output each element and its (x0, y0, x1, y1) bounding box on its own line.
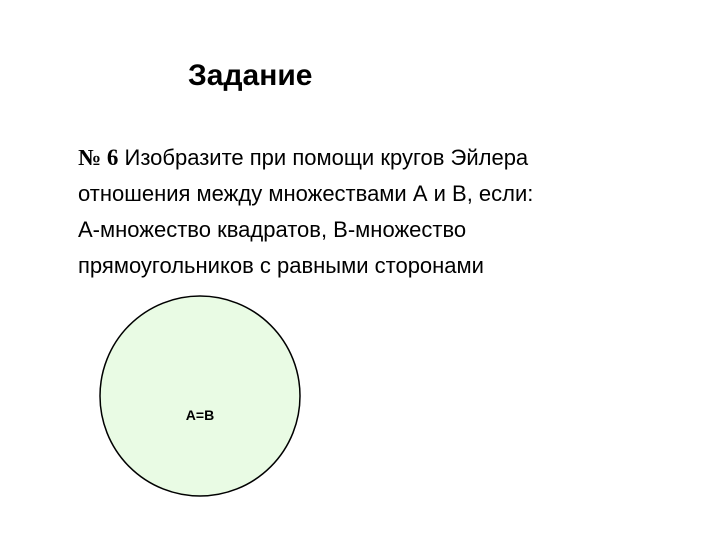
euler-circle (100, 296, 300, 496)
page-title: Задание (188, 59, 313, 92)
task-number: № 6 (78, 145, 119, 170)
task-text-line: Изобразите при помощи кругов Эйлера (124, 145, 529, 170)
task-line-1 (78, 140, 678, 176)
task-text-line: прямоугольников с равными сторонами (78, 253, 484, 278)
circle-label: A=B (185, 407, 215, 423)
task-text-line: отношения между множествами А и В, если: (78, 181, 534, 206)
euler-diagram (96, 295, 306, 500)
task-text (78, 140, 678, 284)
task-text-line: А-множество квадратов, В-множество (78, 217, 467, 242)
